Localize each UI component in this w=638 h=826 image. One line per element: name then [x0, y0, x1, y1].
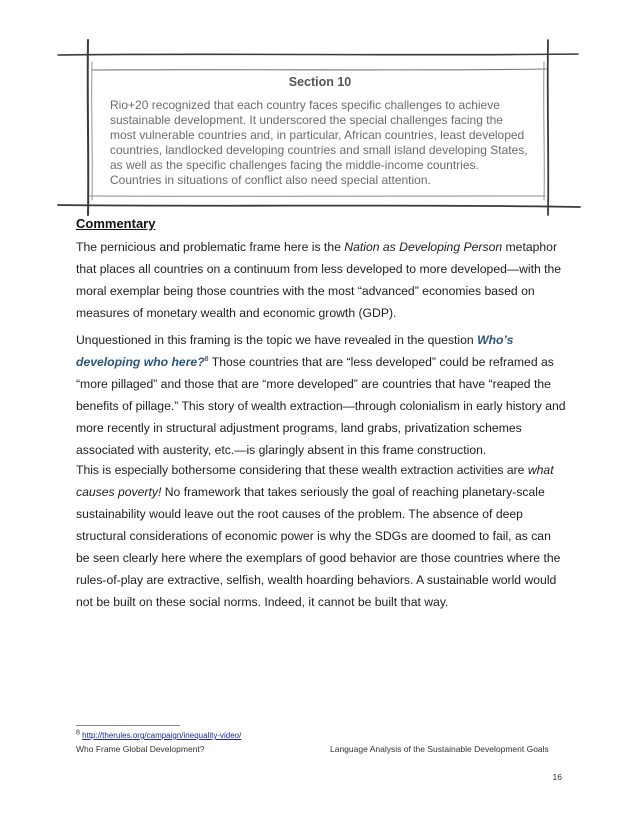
section-title: Section 10	[288, 75, 352, 89]
commentary-paragraph-3	[76, 459, 566, 613]
p1-emphasis: Nation as Developing Person	[344, 240, 503, 254]
p3-text-b: No framework that takes seriously the goal of reaching planetary-scale sustainability would leave out the root causes of the problem. The absence of deep structural considerations of economic power is why the SDGs are doomed to fail, as can be seen clearly here where the exemplars of good behavior are those countries where the rules-of-play are extractive, selfish, wealth hoarding behaviors. A sustainable world would not be built on these social norms. Indeed, it cannot be built that way.	[76, 485, 561, 609]
p2-highlight: Who’s developing who here?	[76, 333, 514, 369]
p2-text-a: Unquestioned in this framing is the topic we have revealed in the question	[76, 333, 478, 347]
footnote	[76, 731, 241, 741]
p1-text-a: The pernicious and problematic frame here is the	[76, 240, 345, 254]
footnote-ref[interactable]: 8	[204, 355, 209, 363]
commentary-paragraph-2	[76, 329, 566, 461]
page-number: 16	[552, 772, 562, 782]
footer-right-title: Language Analysis of the Sustainable Development Goals	[330, 744, 549, 754]
commentary-paragraph-1	[76, 236, 566, 324]
section-text: Rio+20 recognized that each country faces specific challenges to achieve sustainable development. It underscored the special challenges facing the most vulnerable countries and, in particular, African countries, least developed countries, landlocked developing countries and small island developing States, as well as the specific challenges facing the middle-income countries. Countries in situations of conflict also need special attention.	[110, 98, 528, 187]
commentary-heading: Commentary	[76, 216, 156, 231]
p3-text-a: This is especially bothersome considering that these wealth extraction activities are	[76, 463, 528, 477]
footnote-number: 8	[76, 729, 80, 737]
p2-text-b: Those countries that are “less developed” could be reframed as “more pillaged” and those that are “more developed” are countries that have “reaped the benefits of pillage.” This story of wealth extraction—through colonialism in early history and more recently in structural adjustment programs, land grabs, privatization schemes associated with austerity, etc.—is glaringly absent in this frame construction.	[76, 355, 566, 457]
footer-left-title: Who Frame Global Development?	[76, 744, 205, 754]
footnote-divider	[76, 725, 180, 726]
p3-emphasis: what causes poverty!	[76, 463, 554, 499]
footnote-link[interactable]: http://therules.org/campaign/inequality-video/	[82, 731, 242, 740]
p1-text-b: metaphor that places all countries on a continuum from less developed to more developed—with the moral exemplar being those countries with the most “advanced” economies based on measures of monetary wealth and economic growth (GDP).	[76, 240, 562, 320]
